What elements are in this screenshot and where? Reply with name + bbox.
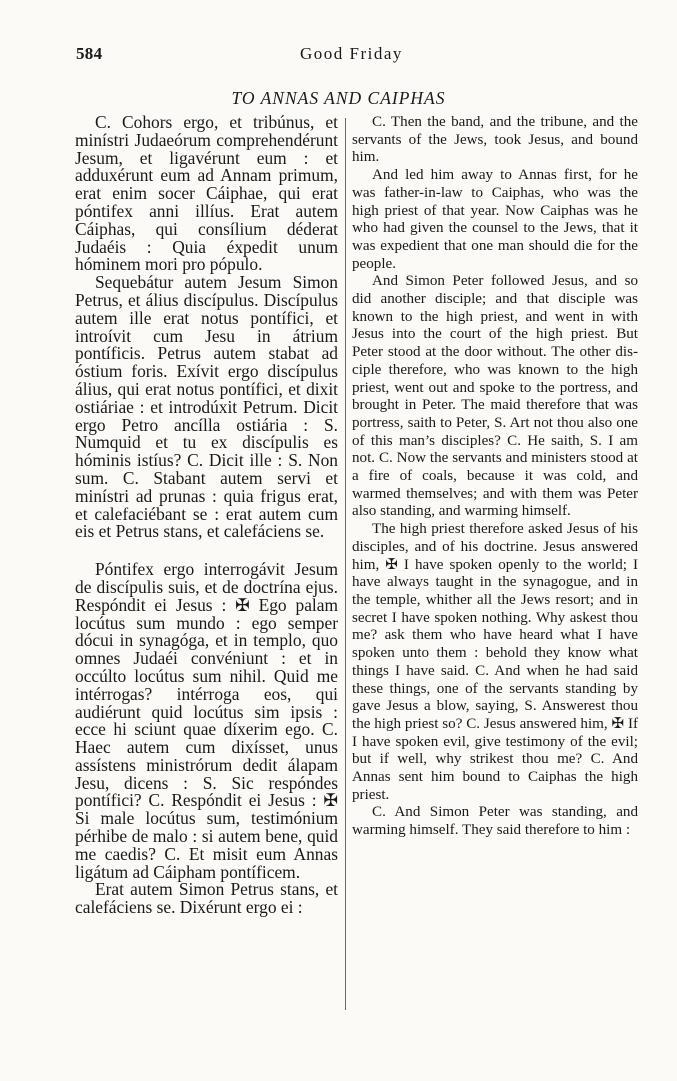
latin-paragraph: Sequebátur autem Jesum Simon Petrus, et álius discípulus. Discípulus autem ille erat notus pontífici, et introívit cum Jesu in átrium pontíficis. Petrus autem stabat ad óstium foris. Exívit ergo discípulus álius, qui erat notus pontífici, et dixit ostiáriae : et introdúxit Petrum. Dicit ergo Petro ancílla ostiária : S. Numquid et tu ex discípulis es hóminis istíus? C. Dicit ille : S. Non sum. C. Stabant autem servi et minístri ad prunas : quia frigus erat, et calefaciébant se : erat autem cum eis et Petrus stans, et calefáciens se. (75, 272, 338, 542)
latin-paragraph: C. Cohors ergo, et tribúnus, et minístri Judaeórum comprehendérunt Jesum, et ligavérunt eum : et adduxérunt eum ad Annam primum, erat enim socer Cáiphae, qui erat póntifex anni illíus. Erat autem Cáiphas, qui consílium déderat Judaéis : Quia éxpedit unum hóminem mori pro pópulo. (75, 112, 338, 275)
section-title: TO ANNAS AND CAIPHAS (231, 88, 446, 108)
english-column (352, 114, 638, 840)
english-paragraph: The high priest therefore asked Jesus of his disciples, and of his doctrine. Jesus answered him, ✠ I have spoken openly to the world; I have always taught in the synagogue, and in the temple, whither all the Jews resort; and in secret I have spoken nothing. Why askest thou me? ask them who have heard what I have spoken unto them : behold they know what things I have said. C. And when he had said these things, one of the servants standing by gave Jesus a blow, saying, S. Answerest thou the high priest so? C. Jesus answered him, ✠ If I have spoken evil, give testimony of the evil; but if well, why strikest thou me? C. And Annas sent him bound to Caiphas the high priest. (352, 521, 638, 803)
latin-paragraph: Erat autem Simon Petrus stans, et calefáciens se. Dixérunt ergo ei : (75, 879, 338, 918)
english-paragraph: And Simon Peter followed Jesus, and so did another disciple; and that disciple was known to the high priest, and went in with Jesus into the court of the high priest. But Peter stood at the door without. The other disciple therefore, who was known to the high priest, went out and spoke to the portress, and brought in Peter. The maid therefore that was portress, saith to Peter, S. Art not thou also one of this man’s disciples? C. He saith, S. I am not. C. Now the servants and ministers stood at a fire of coals, because it was cold, and warmed themselves; and with them was Peter also standing, and warming himself. (352, 273, 638, 520)
english-paragraph: C. And Simon Peter was standing, and warming himself. They said therefore to him : (352, 804, 638, 839)
column-divider (345, 118, 346, 1010)
page-header (76, 44, 636, 68)
latin-paragraph: Póntifex ergo interrogávit Jesum de discípulis suis, et de doctrína ejus. Respóndit ei Jesus : ✠ Ego palam locútus sum mundo : ego semper dócui in synagóga, et in templo, quo omnes Judaéi convéniunt : et in occúlto locútus sum nihil. Quid me intérrogas? intérroga eos, qui audiérunt quid locútus sim ipsis : ecce hi sciunt quae díxerim ego. C. Haec autem cum dixísset, unus assístens ministrórum dedit álapam Jesu, dicens : S. Sic respóndes pontífici? C. Respóndit ei Jesus : ✠ Si male locútus sum, testimónium pérhibe de malo : si autem bene, quid me caedis? C. Et misit eum Annas ligátum ad Cáipham pontíficem. (75, 559, 338, 882)
latin-column (75, 114, 338, 917)
page-number: 584 (76, 44, 103, 63)
english-paragraph: C. Then the band, and the tribune, and the servants of the Jews, took Jesus, and bound him. (352, 114, 638, 166)
english-paragraph: And led him away to Annas first, for he was father-in-law to Caiphas, who was the high priest of that year. Now Caiphas was he who had given the counsel to the Jews, that it was expedient that one man should die for the people. (352, 167, 638, 272)
running-head: Good Friday (300, 44, 403, 63)
